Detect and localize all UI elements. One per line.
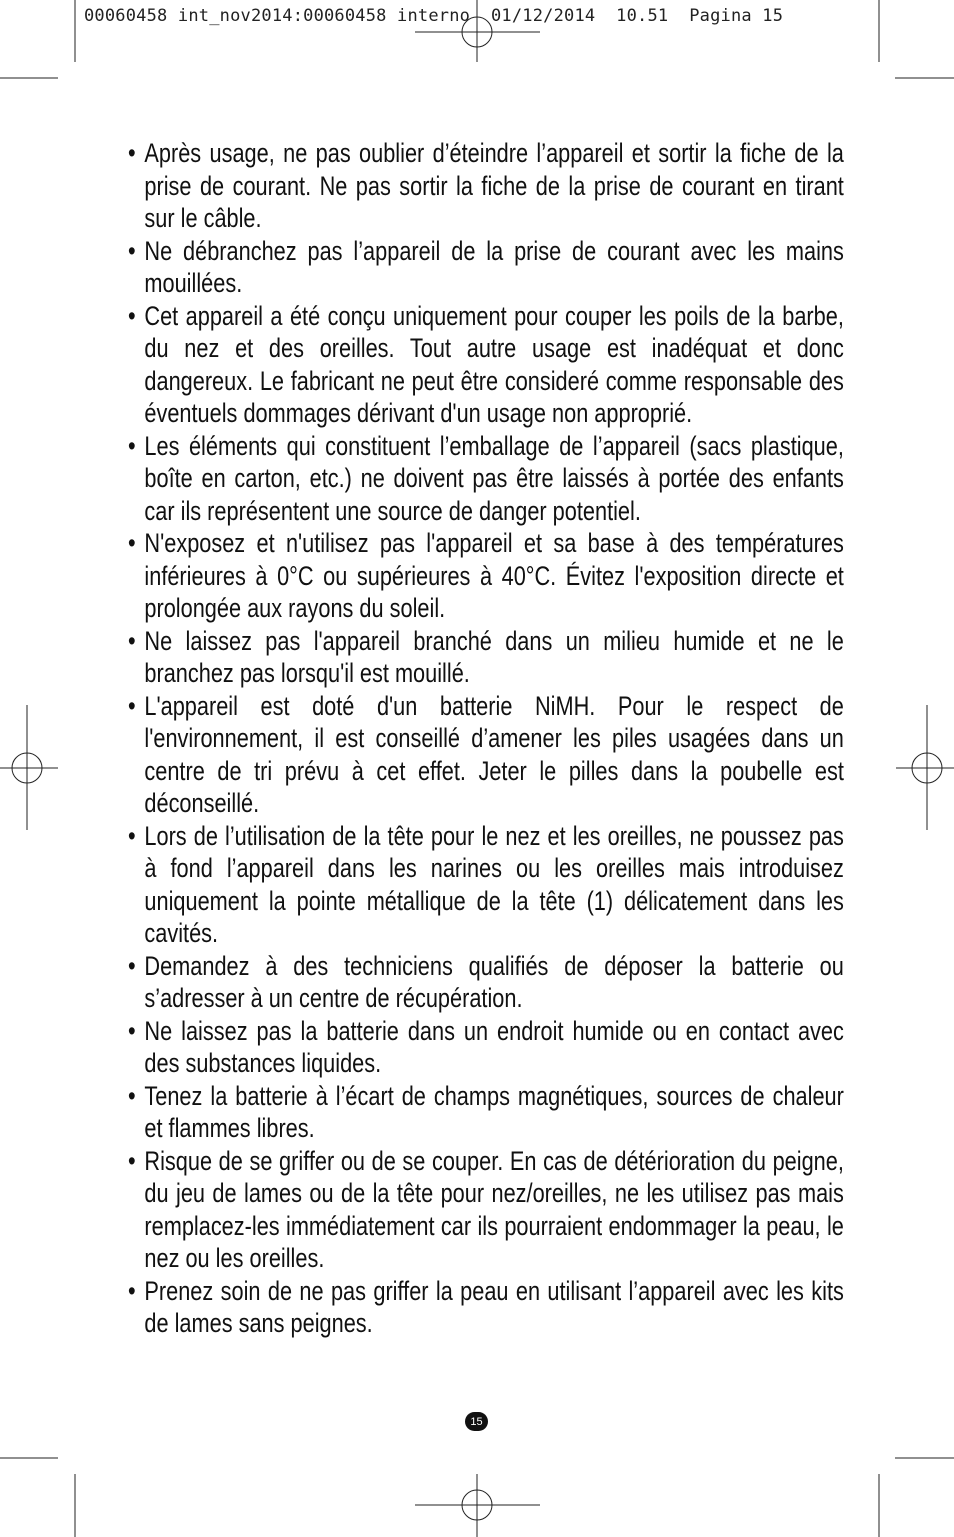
list-item: • Ne débranchez pas l’appareil de la prise de courant avec les mains mouillées.	[128, 235, 844, 300]
print-slug-line: 00060458 int_nov2014:00060458 interno 01/12/2014 10.51 Pagina 15	[84, 6, 784, 26]
page-number-badge: 15	[465, 1412, 488, 1431]
list-item: • N'exposez et n'utilisez pas l'appareil et sa base à des températures inférieures à 0°C ou supérieures à 40°C. Évitez l'exposition directe et prolongée aux rayons du soleil.	[128, 527, 844, 625]
list-item: • L'appareil est doté d'un batterie NiMH. Pour le respect de l'environnement, il est conseillé d’amener les piles usagées dans un centre de tri prévu à cet effet. Jeter le pilles dans la poubelle est déconseillé.	[128, 690, 844, 820]
list-item: • Tenez la batterie à l’écart de champs magnétiques, sources de chaleur et flammes libres.	[128, 1080, 844, 1145]
safety-instructions	[128, 137, 844, 1340]
list-item: • Prenez soin de ne pas griffer la peau en utilisant l’appareil avec les kits de lames sans peignes.	[128, 1275, 844, 1340]
list-item: • Les éléments qui constituent l’emballage de l’appareil (sacs plastique, boîte en carton, etc.) ne doivent pas être laissés à portée des enfants car ils représentent une source de danger potentiel.	[128, 430, 844, 528]
list-item: • Après usage, ne pas oublier d’éteindre l’appareil et sortir la fiche de la prise de courant. Ne pas sortir la fiche de la prise de courant en tirant sur le câble.	[128, 137, 844, 235]
list-item: • Lors de l’utilisation de la tête pour le nez et les oreilles, ne poussez pas à fond l’appareil dans les narines ou les oreilles mais introduisez uniquement la pointe métallique de la tête (1) délicatement dans les cavités.	[128, 820, 844, 950]
list-item: • Demandez à des techniciens qualifiés de déposer la batterie ou s’adresser à un centre de récupération.	[128, 950, 844, 1015]
list-item: • Risque de se griffer ou de se couper. En cas de détérioration du peigne, du jeu de lames ou de la tête pour nez/oreilles, ne les utilisez pas mais remplacez-les immédiatement car ils pourraient endommager la peau, le nez ou les oreilles.	[128, 1145, 844, 1275]
list-item: • Cet appareil a été conçu uniquement pour couper les poils de la barbe, du nez et des oreilles. Tout autre usage est inadéquat et donc dangereux. Le fabricant ne peut être consideré comme responsable des éventuels dommages dérivant d'un usage non approprié.	[128, 300, 844, 430]
list-item: • Ne laissez pas la batterie dans un endroit humide ou en contact avec des substances liquides.	[128, 1015, 844, 1080]
bullet-list	[128, 137, 844, 1340]
list-item: • Ne laissez pas l'appareil branché dans un milieu humide et ne le branchez pas lorsqu'il est mouillé.	[128, 625, 844, 690]
